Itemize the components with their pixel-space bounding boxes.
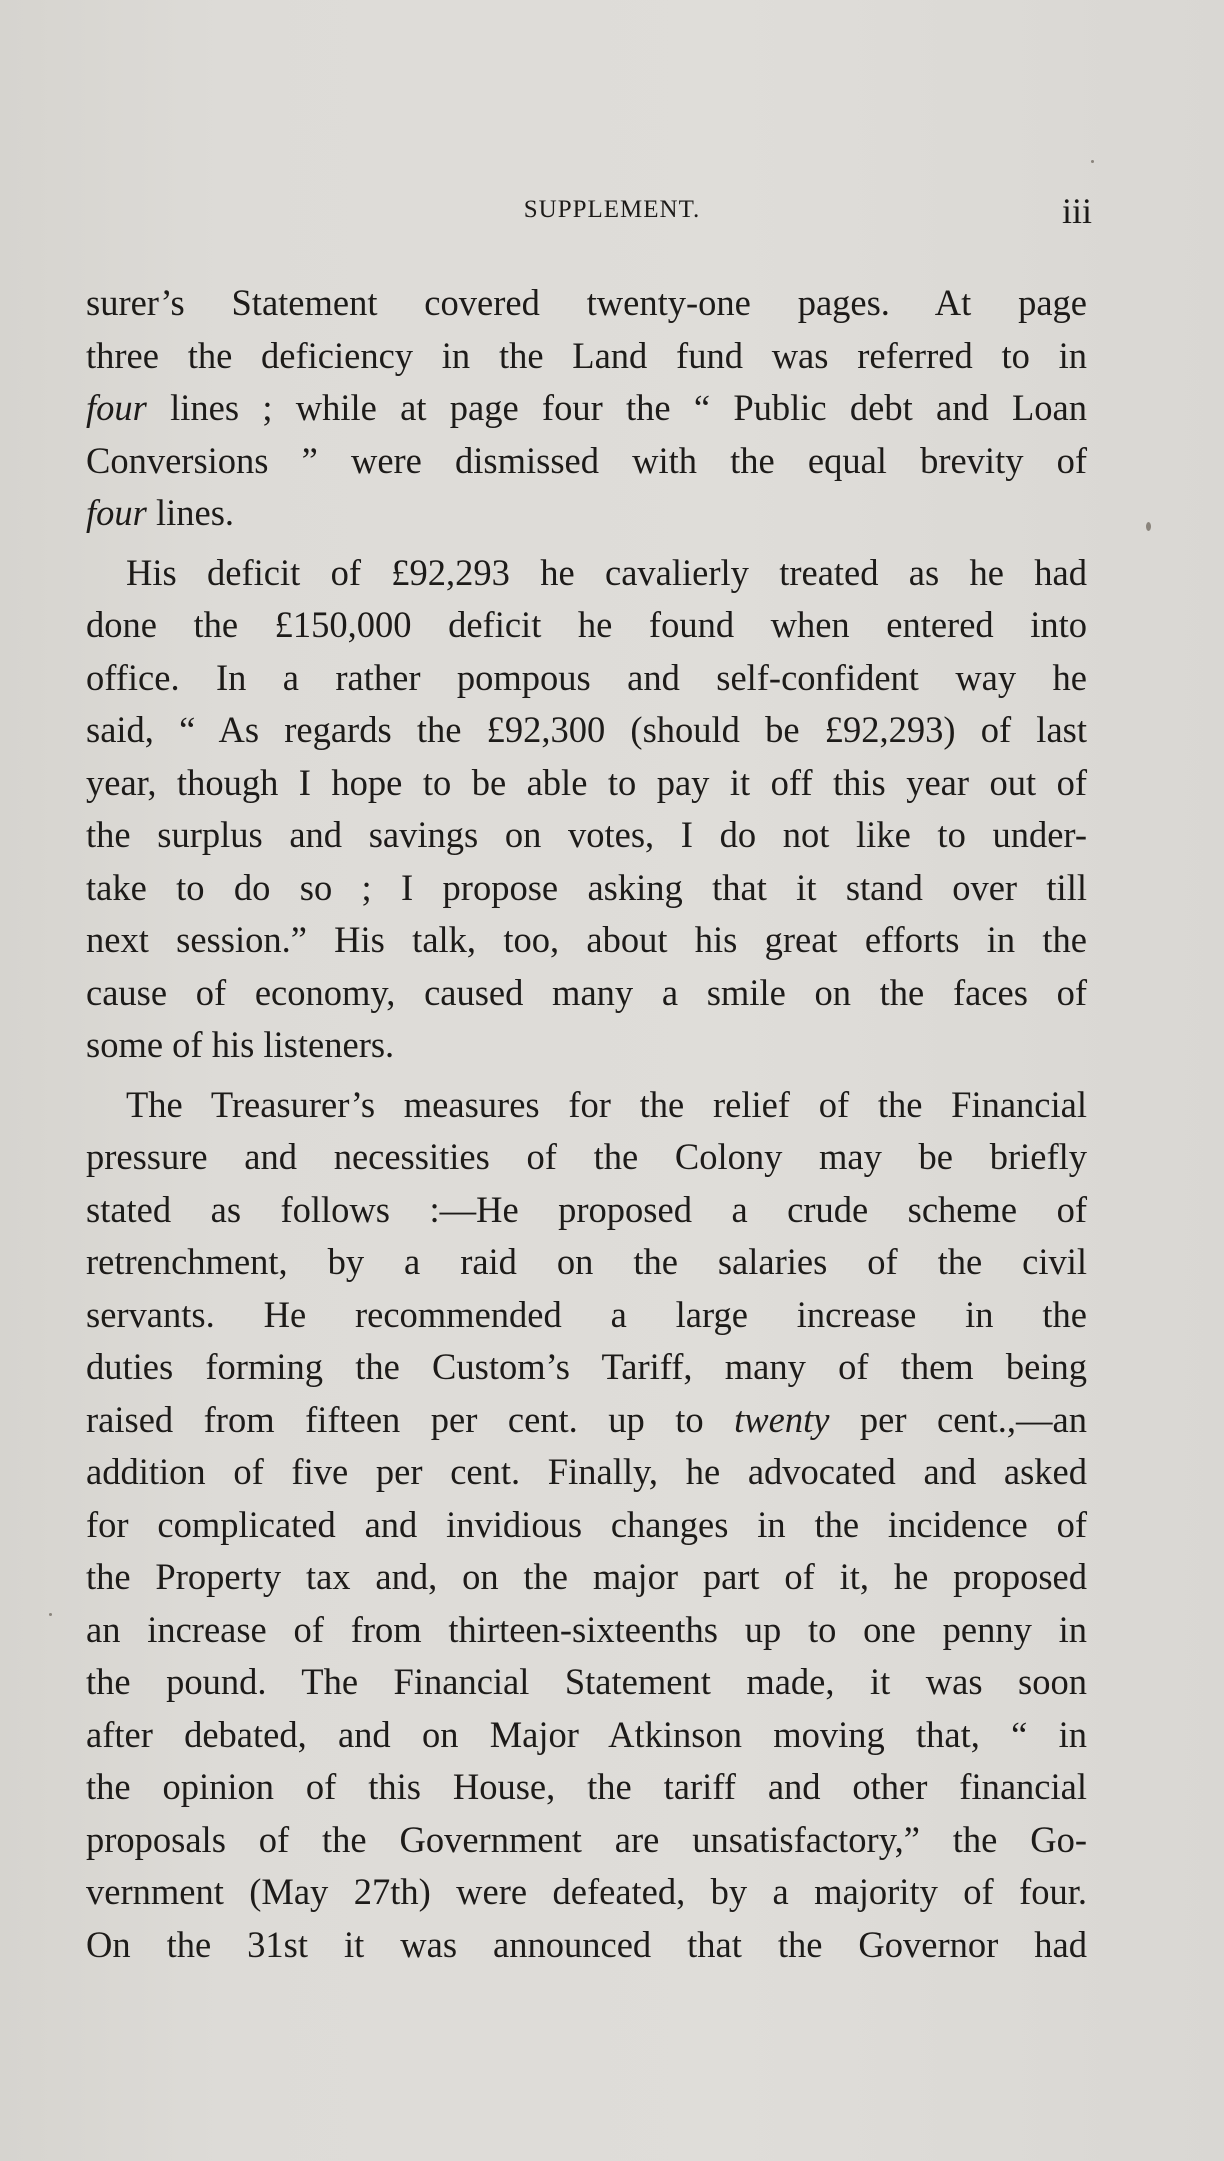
text-line: office. In a rather pompous and self-confident way he xyxy=(86,656,1087,698)
text-line: take to do so ; I propose asking that it stand over till xyxy=(86,866,1087,908)
text-line xyxy=(86,1394,1087,1447)
text-line xyxy=(86,487,1087,540)
text-line: the surplus and savings on votes, I do not like to under- xyxy=(86,814,1087,855)
italic-word: four xyxy=(86,387,147,428)
text-line: for complicated and invidious changes in the incidence of xyxy=(86,1503,1087,1545)
text-line: surer’s Statement covered twenty-one pages. At page xyxy=(86,282,1087,323)
italic-word: twenty xyxy=(734,1398,830,1440)
text-line: the opinion of this House, the tariff and other financial xyxy=(86,1766,1087,1807)
text-run: raised from fifteen per cent. up to xyxy=(86,1398,735,1440)
paragraph-gap xyxy=(86,1072,1087,1079)
body-text xyxy=(86,277,1087,1971)
text-run: lines ; while at page four the “ Public debt and Loan xyxy=(146,387,1087,428)
text-line: after debated, and on Major Atkinson moving that, “ in xyxy=(86,1713,1087,1755)
text-run: lines. xyxy=(146,492,235,533)
text-line: vernment (May 27th) were defeated, by a majority of four. xyxy=(86,1871,1087,1912)
text-line: three the deficiency in the Land fund was referred to in xyxy=(86,334,1087,376)
text-line: addition of five per cent. Finally, he advocated and asked xyxy=(86,1451,1087,1492)
text-line: done the £150,000 deficit he found when entered into xyxy=(86,604,1087,645)
text-line: On the 31st it was announced that the Governor had xyxy=(86,1923,1087,1965)
text-line: an increase of from thirteen-sixteenths up to one penny in xyxy=(86,1608,1087,1650)
text-line xyxy=(86,382,1087,435)
paper-speck xyxy=(49,1613,52,1616)
text-line: duties forming the Custom’s Tariff, many of them being xyxy=(86,1346,1087,1387)
running-title: SUPPLEMENT. xyxy=(523,196,701,223)
italic-word: four xyxy=(86,492,147,533)
text-line: cause of economy, caused many a smile on the faces of xyxy=(86,971,1087,1013)
text-line: retrenchment, by a raid on the salaries of the civil xyxy=(86,1241,1087,1282)
paragraph-gap xyxy=(86,540,1087,547)
text-line: year, though I hope to be able to pay it off this year out of xyxy=(86,761,1087,803)
page-number: iii xyxy=(1061,191,1092,231)
text-line: proposals of the Government are unsatisfactory,” the Go- xyxy=(86,1818,1087,1860)
running-head xyxy=(0,191,1224,236)
text-line: servants. He recommended a large increase in the xyxy=(86,1293,1087,1335)
text-line: stated as follows :—He proposed a crude scheme of xyxy=(86,1188,1087,1230)
text-line: His deficit of £92,293 he cavalierly treated as he had xyxy=(126,551,1087,593)
paper-speck xyxy=(1091,160,1094,163)
text-line: some of his listeners. xyxy=(86,1024,395,1065)
text-line: the pound. The Financial Statement made, it was soon xyxy=(86,1661,1087,1702)
text-line: said, “ As regards the £92,300 (should be £92,293) of last xyxy=(86,709,1087,750)
paper-speck xyxy=(1146,522,1151,531)
text-line: next session.” His talk, too, about his great efforts in the xyxy=(86,919,1087,960)
text-line: the Property tax and, on the major part of it, he proposed xyxy=(86,1556,1087,1597)
text-line: The Treasurer’s measures for the relief of the Financial xyxy=(126,1083,1087,1125)
text-line: Conversions ” were dismissed with the equal brevity of xyxy=(86,439,1087,481)
text-line: pressure and necessities of the Colony may be briefly xyxy=(86,1136,1087,1177)
text-run: per cent.,—an xyxy=(829,1398,1087,1440)
